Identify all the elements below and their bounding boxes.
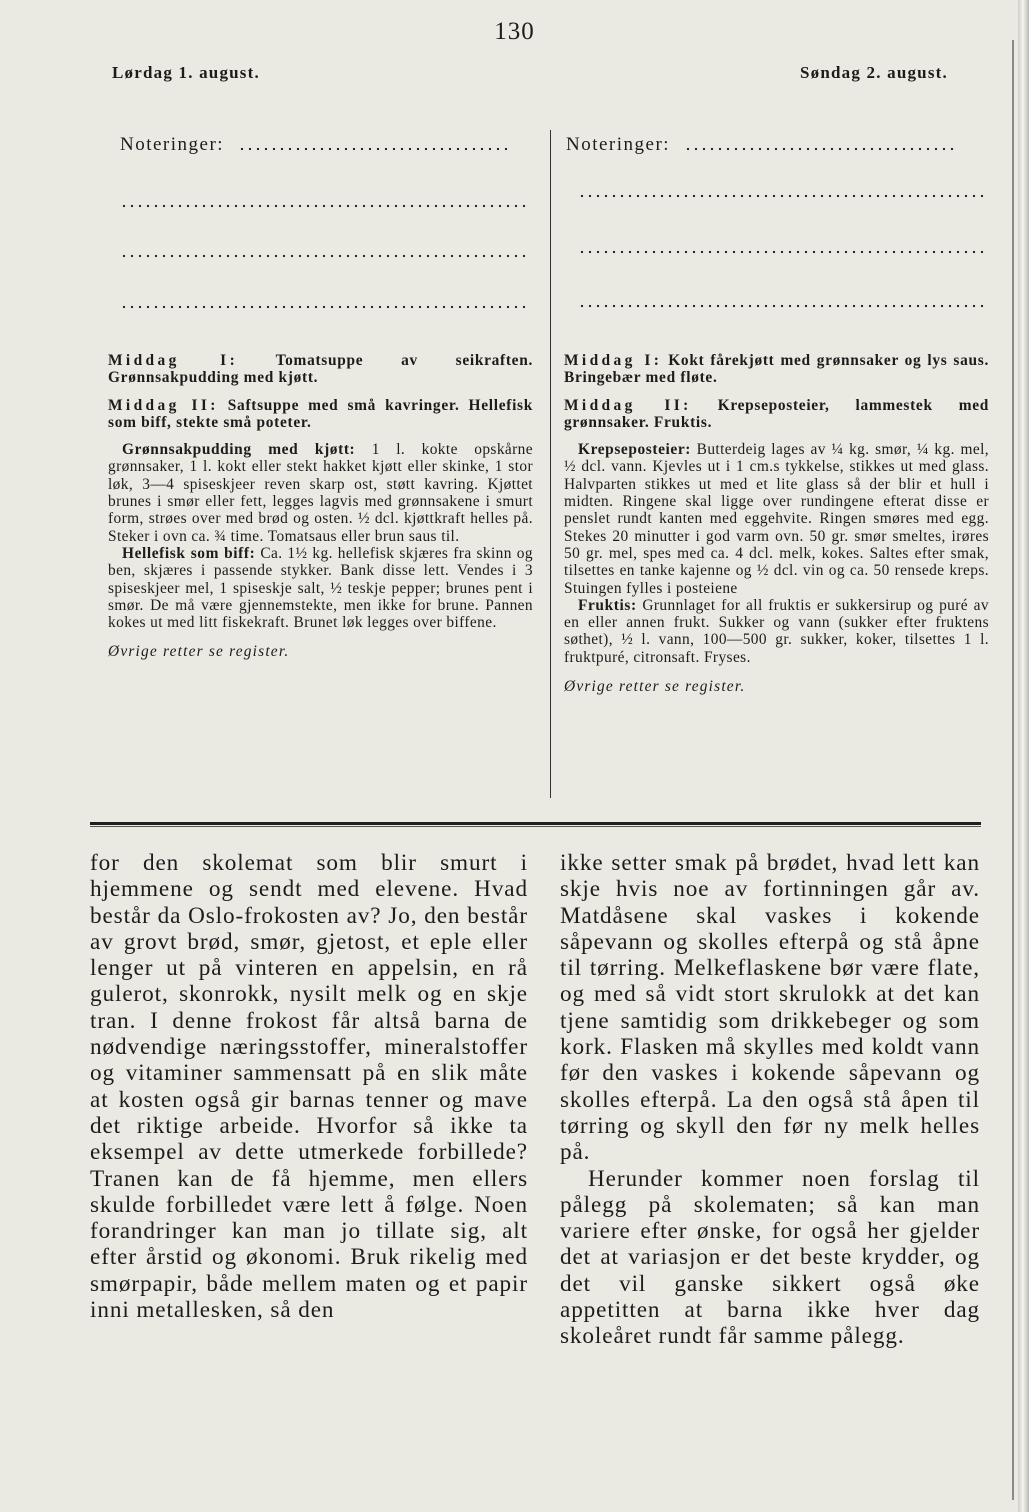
section-rule-thin: [90, 826, 981, 827]
page-number: 130: [494, 18, 535, 45]
menu-2: [108, 397, 533, 432]
recipe-fruktis: [564, 597, 989, 666]
recipe-title: Grønnsakpudding med kjøtt:: [122, 441, 356, 459]
column-divider: [550, 130, 551, 798]
notes-dotted-line: [578, 303, 986, 309]
notes-label: Noteringer:: [120, 134, 225, 155]
body-text-left: [90, 850, 528, 1323]
recipes-sunday: [564, 352, 989, 695]
body-paragraph: for den skolemat som blir smurt i hjemmene og sendt med elevene. Hvad består da Oslo-frokosten av? Jo, den består av grovt brød, smør, gjetost, et eple eller lenger ut på vinteren en appelsin, en rå gulerot, skonrokk, nysilt melk og en skje tran. I denne frokost får altså barna de nødvendige næringsstoffer, mineralstoffer og vitaminer sammensatt på en slik måte at kosten også gir barnas tenner og mave det riktige arbeide. Hvorfor så ikke ta eksempel av dette utmerkede forbillede? Tranen kan de få hjemme, men ellers skulde forbilledet være lett å følge. Noen forandringer kan man jo tillate sig, alt efter årstid og økonomi. Bruk rikelig med smørpapir, både mellem maten og et papir inni metallesken, så den: [90, 850, 528, 1324]
recipe-text: Ca. 1½ kg. hellefisk skjæres fra skinn og ben, skjæres i passende stykker. Bank disse lett. Vendes i 3 spiseskjeer mel, 1 spiseskje salt, ½ teskje pepper; brunes pent i smør. De må være gjennemstekte, men ikke for brune. Pannen kokes ut med litt fiskekraft. Brunet løk legges over biffene.: [108, 544, 533, 632]
notes-dotted-line: [120, 304, 528, 310]
notes-right: [566, 134, 986, 156]
notes-dotted-line: [578, 249, 986, 255]
recipe-text: Grunnlaget for all fruktis er sukkersirup og puré av en eller annen frukt. Sukker og vann (sukker efter fruktens søthet), ½ l. vann, 100—500 gr. sukker, koker, tilsettes 1 l. fruktpuré, citronsaft. Fryses.: [564, 596, 989, 666]
day-heading-saturday: Lørdag 1. august.: [112, 63, 260, 82]
other-dishes-note: Øvrige retter se register.: [564, 678, 746, 696]
body-paragraph: Herunder kommer noen forslag til pålegg på skolematen; så kan man variere efter ønske, for også her gjelder det at variasjon er det beste krydder, og det vil ganske sikkert også øke appetitten at barna ikke hver dag skoleåret rundt får samme pålegg.: [560, 1165, 980, 1350]
menu-label: Middag I:: [564, 352, 663, 369]
recipe-title: Fruktis:: [578, 596, 637, 614]
recipe-text: 1 l. kokte opskårne grønnsaker, 1 l. kokt eller stekt hakket kjøtt eller skinke, 1 stor løk, 3—4 spiseskjeer reven skarp ost, støtt kavring. Kjøttet brunes i smør eller fett, legges lagvis med grønnsakene i smurt form, strøes over med brød og osten. ½ dcl. kjøttkraft helles på. Steker i ovn ca. ¾ time. Tomatsaus eller brun saus til.: [108, 441, 533, 545]
menu-text: Kokt fårekjøtt med grønnsaker og lys saus. Bringebær med fløte.: [564, 352, 989, 387]
day-heading-sunday: Søndag 2. august.: [800, 63, 948, 82]
recipe-title: Krepseposteier:: [578, 441, 691, 459]
notes-dotted-line: [120, 203, 528, 209]
page-edge-line: [1012, 40, 1014, 1500]
menu-text: Tomatsuppe av seikraften. Grønnsakpudding med kjøtt.: [108, 352, 533, 387]
recipes-saturday: [108, 352, 533, 661]
recipe-text: Butterdeig lages av ¼ kg. smør, ¼ kg. mel, ½ dcl. vann. Kjevles ut i 1 cm.s tykkelse, stikkes ut med glass. Halvparten stikkes ut med et lite glass så der blir et hull i midten. Ringene skal ligge over rundingene efterat disse er penslet rundt kanten med eggehvite. Ringen smøres med egg. Stekes 20 minutter i god varm ovn. 50 gr. smør smeltes, irøres 50 gr. mel, spes med ca. 4 dcl. melk, kokes. Saltes efter smak, tilsettes en tanke kajenne og ½ dcl. vin og ca. 50 rensede kreps. Stuingen fylles i posteiene: [564, 441, 990, 597]
recipe-title: Hellefisk som biff:: [122, 544, 256, 562]
other-dishes-note: Øvrige retter se register.: [108, 643, 290, 661]
notes-leader: [684, 146, 956, 152]
recipe-grønnsakpudding: [108, 441, 533, 545]
menu-label: Middag II:: [108, 396, 219, 414]
section-rule: [90, 822, 981, 825]
menu-label: Middag I:: [108, 352, 239, 369]
notes-left: [120, 134, 528, 156]
menu-text: Krepseposteier, lammestek med grønnsaker. Fruktis.: [564, 396, 990, 431]
notes-dotted-line: [578, 193, 986, 199]
recipe-krepseposteier: [564, 441, 989, 597]
notes-dotted-line: [120, 253, 528, 259]
recipe-hellefisk: [108, 545, 533, 631]
notes-label: Noteringer:: [566, 134, 671, 155]
body-paragraph: ikke setter smak på brødet, hvad lett kan skje hvis noe av fortinningen går av. Matdåsene skal vaskes i kokende såpevann og skolles efterpå og stå åpne til tørring. Melkeflaskene bør være flate, og med så vidt stort skrulokk at det kan tjene samtidig som drikkebeger og som kork. Flasken må skylles med koldt vann før den vaskes i kokende såpevann og skolles efterpå. La den også stå åpen til tørring og skyll den før ny melk helles på.: [560, 850, 980, 1166]
menu-text: Saftsuppe med små kavringer. Hellefisk som biff, stekte små poteter.: [108, 396, 533, 431]
notes-leader: [238, 146, 510, 152]
body-text-right: [560, 850, 980, 1350]
menu-2: [564, 397, 989, 432]
menu-label: Middag II:: [564, 396, 692, 414]
page-edge: [1018, 0, 1029, 1512]
menu-1: [108, 352, 533, 387]
menu-1: [564, 352, 989, 387]
